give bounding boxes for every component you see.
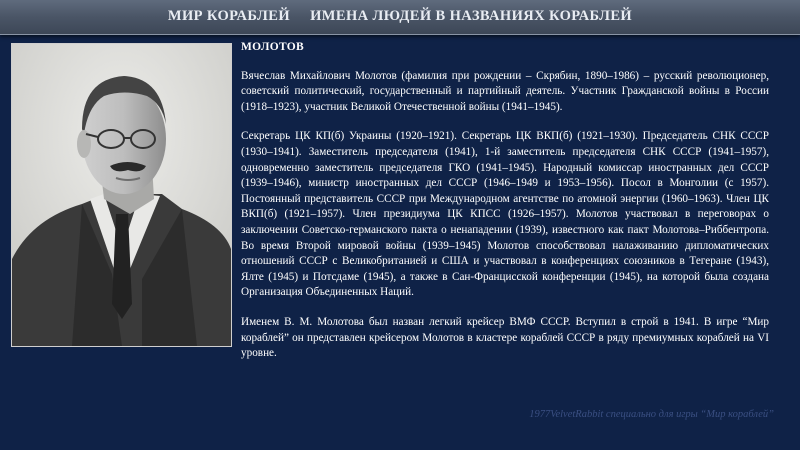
header-title: МИР КОРАБЛЕЙ ИМЕНА ЛЮДЕЙ В НАЗВАНИЯХ КОРАБЛЕЙ [167, 8, 633, 24]
portrait-photo [11, 43, 232, 347]
article-paragraph-bio: Вячеслав Михайлович Молотов (фамилия при рождении – Скрябин, 1890–1986) – русский революционер, советский политический, государственный и партийный деятель. Участник Гражданской войны в России (1918–1923), участник Великой Отечественной войны (1941–1945). [241, 69, 769, 113]
header-bar [0, 0, 800, 35]
article [241, 40, 769, 376]
article-paragraph-career: Секретарь ЦК КП(б) Украины (1920–1921). Секретарь ЦК ВКП(б) (1921–1930). Председатель СНК СССР (1930–1941). Заместитель председателя (1941), 1-й заместитель председателя СНК СССР (1941–1957), одновременно заместитель председателя ГКО (1941–1945). Народный комиссар иностранных дел СССР (1939–1946), министр иностранных дел СССР (1946–1949 и 1953–1956). Посол в Монголии (с 1957). Постоянный представитель СССР при Международном агентстве по атомной энергии (1960–1963). Член ЦК ВКП(б) (1921–1957). Член президиума ЦК КПСС (1926–1957). Молотов участвовал в переговорах о заключении Советско-германского пакта о ненападении (1939), известного как пакт Молотова–Риббентропа. Во время Второй мировой войны (1939–1945) Молотов способствовал налаживанию дипломатических отношений СССР с Великобританией и США и участвовал в конференциях союзников в Тегеране (1943), Ялте (1945) и Потсдаме (1945), а также в Сан-Францисской конференции (1945), на которой была создана Организация Объединенных Наций. [241, 130, 769, 299]
article-heading: МОЛОТОВ [241, 41, 304, 53]
article-paragraph-ship: Именем В. М. Молотова был назван легкий крейсер ВМФ СССР. Вступил в строй в 1941. В игре “Мир кораблей” он представлен крейсером Молотов в кластере кораблей СССР в ряду премиумных кораблей на VI уровне. [241, 315, 769, 360]
author-watermark: 1977VelvetRabbit специально для игры “Мир кораблей” [529, 409, 774, 420]
